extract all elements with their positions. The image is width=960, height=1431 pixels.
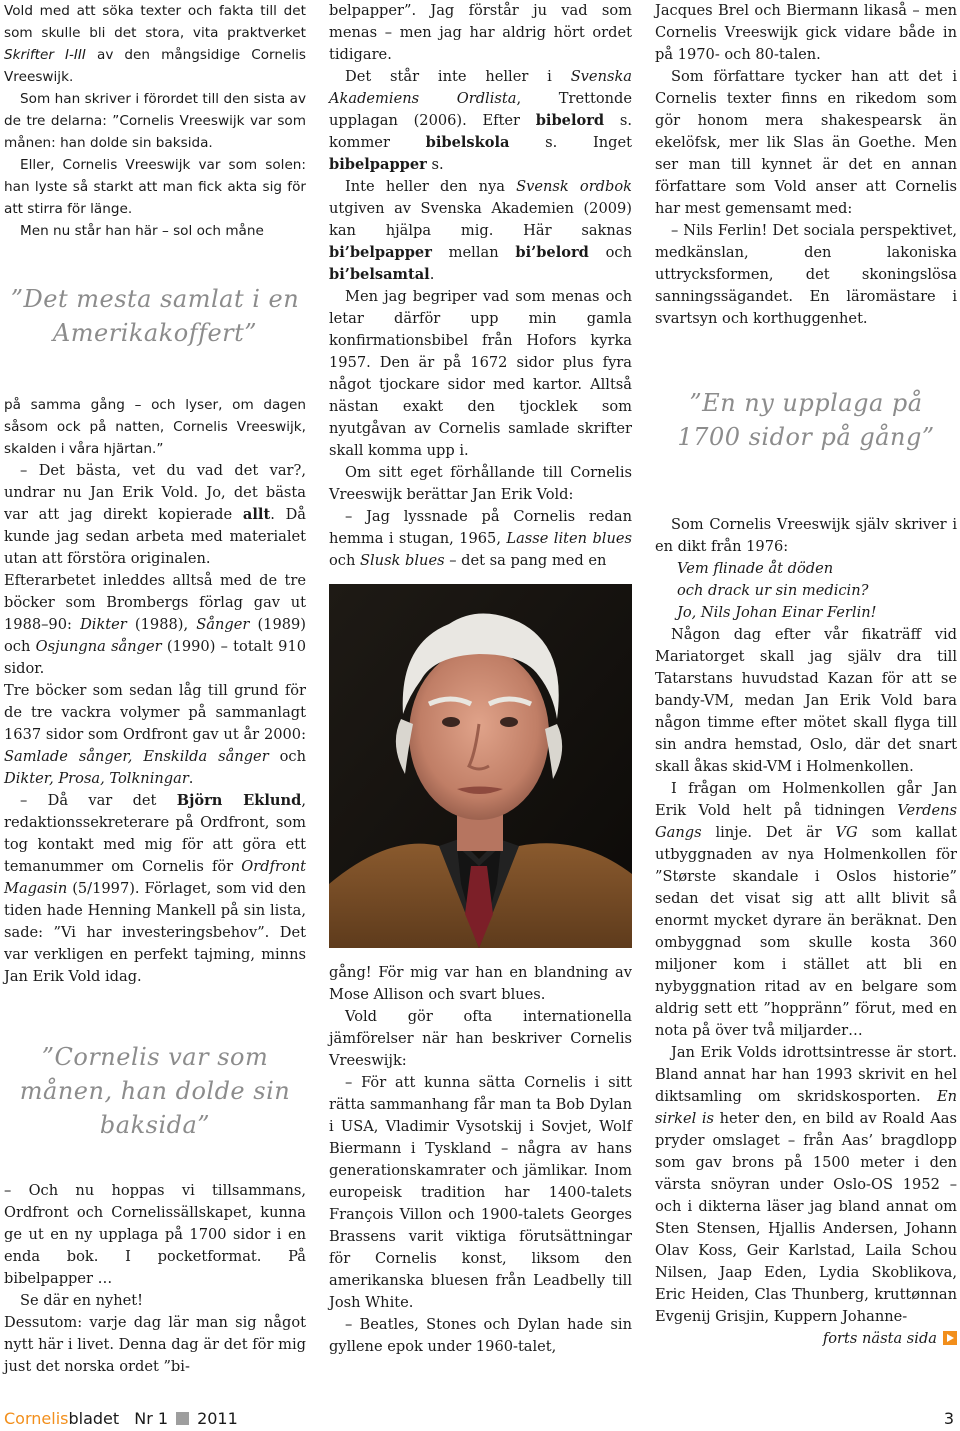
text: som kallat utbyggnaden av nya Holmenkollen för ”Største skandale i Oslos historie” sedan det visat sig att allt blivit så enormt mycket dyrare än beräknat. Den ombyggnad som skulle kosta 360 miljoner kom i stället att bli en nybyggnation ritad av en belgare som aldrig sett ett ”hoppränn” förut, med en nota på över två miljarder… (655, 824, 958, 1039)
text: s. kommer (329, 112, 632, 151)
text: linje. Det är (701, 824, 836, 841)
paragraph: Se där en nyhet! (20, 1292, 144, 1309)
paragraph (329, 176, 632, 286)
text: utgiven av Svenska Akademien (2009) kan hjälpa mig. Här saknas (329, 200, 632, 239)
headword: bi’belsamtal (329, 266, 430, 283)
text: heter den, en bild av Roald Aas pryder omslaget – från Aas’ bragdlopp som gav brons på 1500 meter i den värsta snöyran under Oslo-OS 1952 – och i dikterna läser jag bland annat om Sten Stensen, Hjallis Andersen, Johann Olav Koss, Geir Karlstad, Laila Schou Nilsen, Jaap Eden, Lydia Skoblikova, Eric Heiden, Clas Thunberg, kruttønnan Evgenij Grisjin, Kuppern Johanne- (655, 1110, 958, 1325)
poem-line: Jo, Nils Johan Einar Ferlin! (677, 604, 877, 621)
poem-line: och drack ur sin medicin? (677, 582, 869, 599)
continued-text[interactable]: forts nästa sida (822, 1330, 937, 1347)
text: s. (426, 156, 444, 173)
text: I frågan om Holmenkollen går Jan Erik Vold helt på tidningen (655, 780, 957, 819)
text: Det står inte heller i (345, 68, 571, 85)
text: Tre böcker som sedan låg till grund för de tre vackra volymer på sammanlagt 1637 sidor som Ordfront gav ut år 2000: (4, 682, 306, 743)
paragraph (329, 66, 632, 176)
text: och (588, 244, 633, 261)
text: , Trettonde upplagan (2006). Efter (329, 90, 632, 129)
paragraph (655, 1042, 957, 1328)
play-arrow-icon[interactable] (943, 1331, 957, 1345)
text: och (329, 552, 360, 569)
separator-square-icon (176, 1412, 189, 1425)
brand-suffix: bladet (68, 1409, 120, 1428)
brand-name: Cornelis (4, 1409, 69, 1428)
newspaper-title: VG (835, 824, 858, 841)
paragraph: Någon dag efter vår fikaträff vid Mariatorget skall jag själv dra till Tatarstans huvudstad Kazan för att se bandy-VM, medan Jan Erik Vold bara någon timme efter mötet skall flyga till sin andra hemstad, Oslo, där det snart skall åkas skid-VM i Holmenkollen. (655, 626, 957, 775)
book-title: Sånger (196, 616, 250, 633)
paragraph: Men jag begriper vad som menas och letar därför upp min gamla konfirmationsbibel från Hofors kyrka 1957. Den är på 1672 sidor plus fyra något tjockare sidor med kartor. Alltså nästan exakt den tjocklek som nyutgåvan av Cornelis samlade skrifter skall komma upp i. (329, 288, 632, 459)
book-title: Svenska Akademiens Ordlista (329, 68, 632, 107)
paragraph (4, 680, 306, 790)
text: mellan (431, 244, 516, 261)
song-title: Lasse liten blues (506, 530, 632, 547)
emphasis: allt (242, 506, 271, 523)
text: (1988), (126, 616, 197, 633)
continued-link[interactable] (655, 1328, 957, 1350)
pull-quote: ”Cornelis var som månen, han dolde sin baksida” (19, 1043, 291, 1139)
spacer (655, 454, 957, 514)
paragraph: Som han skriver i förordet till den sista av de tre delarna: ”Cornelis Vreeswijk var som månen: han dolde sin baksida. (4, 91, 306, 151)
paragraph: Dessutom: varje dag lär man sig något nytt här i livet. Denna dag är det för mig just det norska ordet ”bi- (4, 1314, 306, 1375)
text: och (268, 748, 306, 765)
paragraph: belpapper”. Jag förstår ju vad som menas – men jag har aldrig hört ordet tidigare. (329, 2, 632, 63)
paragraph (329, 506, 632, 572)
column-1 (4, 0, 306, 1378)
spacer (4, 242, 306, 282)
pull-quote: ”En ny upplaga på 1700 sidor på gång” (677, 389, 935, 451)
text: Jan Erik Volds idrottsintresse är stort. Bland annat har han 1993 skrivit en hel diktsamling om skridskosporten. (655, 1044, 957, 1105)
book-title: Samlade sånger, Enskilda sånger (4, 748, 269, 765)
book-title: En sirkel is (655, 1088, 957, 1127)
text: s. Inget (509, 134, 632, 151)
paragraph (4, 790, 306, 988)
issue-year: 2011 (197, 1409, 238, 1428)
magazine-title: Ordfront Magasin (4, 858, 306, 897)
page-number: 3 (943, 1409, 954, 1428)
paragraph: på samma gång – och lyser, om dagen såsom ock på natten, Cornelis Vreeswijk, skalden i våra hjärtan.” (4, 397, 306, 457)
song-title: Slusk blues (360, 552, 445, 569)
text: (1989) och (4, 616, 306, 655)
paragraph: – Nils Ferlin! Det sociala perspektivet, medkänslan, den lakoniska uttrycksformen, det skoningslösa sanningssägandet. En läromästare i svartsyn och korthuggenhet. (655, 222, 957, 327)
book-title: Skrifter I-III (4, 47, 86, 63)
text: – Det bästa, vet du vad det var?, undrar nu Jan Erik Vold. Jo, det bästa var att jag direkt kopierade (4, 462, 306, 523)
text: (5/1997). Förlaget, som vid den tiden hade Henning Mankell på sin lista, sade: ”Vi har investeringsbehov”. Det var verkligen en perfekt tajming, minns Jan Erik Vold idag. (4, 880, 306, 985)
person-name: Björn Eklund (176, 792, 302, 809)
paragraph: gång! För mig var han en blandning av Mose Allison och svart blues. (329, 964, 632, 1003)
text: (1990) – totalt 910 sidor. (4, 638, 307, 677)
spacer (4, 350, 306, 394)
spacer (4, 1142, 306, 1180)
text: Inte heller den nya (345, 178, 517, 195)
book-title: Svensk ordbok (516, 178, 632, 195)
paragraph: Vold gör ofta internationella jämförelser när han beskriver Cornelis Vreeswijk: (329, 1008, 632, 1069)
text: . Då kunde jag sedan arbeta med materialet utan att förstöra originalen. (4, 506, 307, 567)
paragraph: Men nu står han här – sol och måne (20, 223, 264, 239)
portrait-photo (329, 584, 632, 948)
text: . (188, 770, 194, 787)
paragraph: Som Cornelis Vreeswijk själv skriver i en dikt från 1976: (655, 516, 957, 555)
text: av den mångsidige Cornelis Vreeswijk. (4, 47, 306, 85)
text: – Då var det (20, 792, 177, 809)
paragraph: – För att kunna sätta Cornelis i sitt rätta sammanhang får man ta Bob Dylan i USA, Vladimir Vysotskij i Sovjet, Wolf Biermann i Tyskland – några av hans generationskamrater och jämlikar. Inom europeisk tradition har 1400-talets François Villon och 1900-talets Georges Brassens varit viktiga förutsättningar för Cornelis konst, liksom den amerikanska bluesen från Leadbelly till Josh White. (329, 1074, 632, 1311)
paragraph: Om sitt eget förhållande till Cornelis Vreeswijk berättar Jan Erik Vold: (329, 464, 632, 503)
text: . (429, 266, 435, 283)
newspaper-title: Verdens Gangs (655, 802, 957, 841)
paragraph: – Beatles, Stones och Dylan hade sin gyllene epok under 1960-talet, (329, 1316, 632, 1355)
book-title: Dikter, Prosa, Tolkningar (4, 770, 189, 787)
paragraph: Eller, Cornelis Vreeswijk var som solen: han lyste så starkt att man fick akta sig för att stirra för länge. (4, 157, 306, 217)
paragraph (4, 570, 306, 680)
paragraph: Som författare tycker han att det i Cornelis texter finns en rikedom som gör honom mera shakespearsk än ekelöfsk, mer lik Slas än Goethe. Men ser man till kynnet är det en annan författare som Vold anser att Cornelis har mest gemensamt med: (655, 68, 957, 217)
column-3 (655, 0, 957, 1350)
text: – Jag lyssnade på Cornelis redan hemma i stugan, 1965, (329, 508, 632, 547)
pull-quote: ”Det mesta samlat i en Amerikakoffert” (10, 285, 300, 347)
headword: bi’belpapper (329, 244, 432, 261)
paragraph (655, 778, 957, 1042)
poem-line: Vem flinade åt döden (677, 560, 834, 577)
headword: bi’belord (515, 244, 589, 261)
issue-number: Nr 1 (134, 1409, 169, 1428)
text: , redaktionssekreterare på Ordfront, som tog kontakt med mig för att göra ett temanummer om Cornelis för (4, 792, 306, 875)
headword: bibelskola (425, 134, 510, 151)
spacer (4, 988, 306, 1040)
column-2 (329, 0, 632, 1358)
paragraph (4, 460, 306, 570)
headword: bibelord (535, 112, 605, 129)
book-title: Dikter (80, 616, 127, 633)
page-footer (4, 1407, 956, 1431)
headword: bibelpapper (329, 156, 427, 173)
text: Vold med att söka texter och fakta till det som skulle bli det stora, vita praktverket (4, 3, 306, 41)
spacer (655, 330, 957, 386)
paragraph (4, 0, 306, 88)
text: – det sa pang med en (444, 552, 607, 569)
paragraph: – Och nu hoppas vi tillsammans, Ordfront och Cornelissällskapet, kunna ge ut en ny upplaga på 1700 sidor i en enda bok. I pocketformat. På bibelpapper … (4, 1182, 306, 1287)
paragraph: Jacques Brel och Biermann likaså – men Cornelis Vreeswijk gick vidare både in på 1970- och 80-talen. (655, 2, 957, 63)
text: Efterarbetet inleddes alltså med de tre böcker som Brombergs förlag gav ut 1988–90: (4, 572, 306, 633)
book-title: Osjungna sånger (35, 638, 162, 655)
